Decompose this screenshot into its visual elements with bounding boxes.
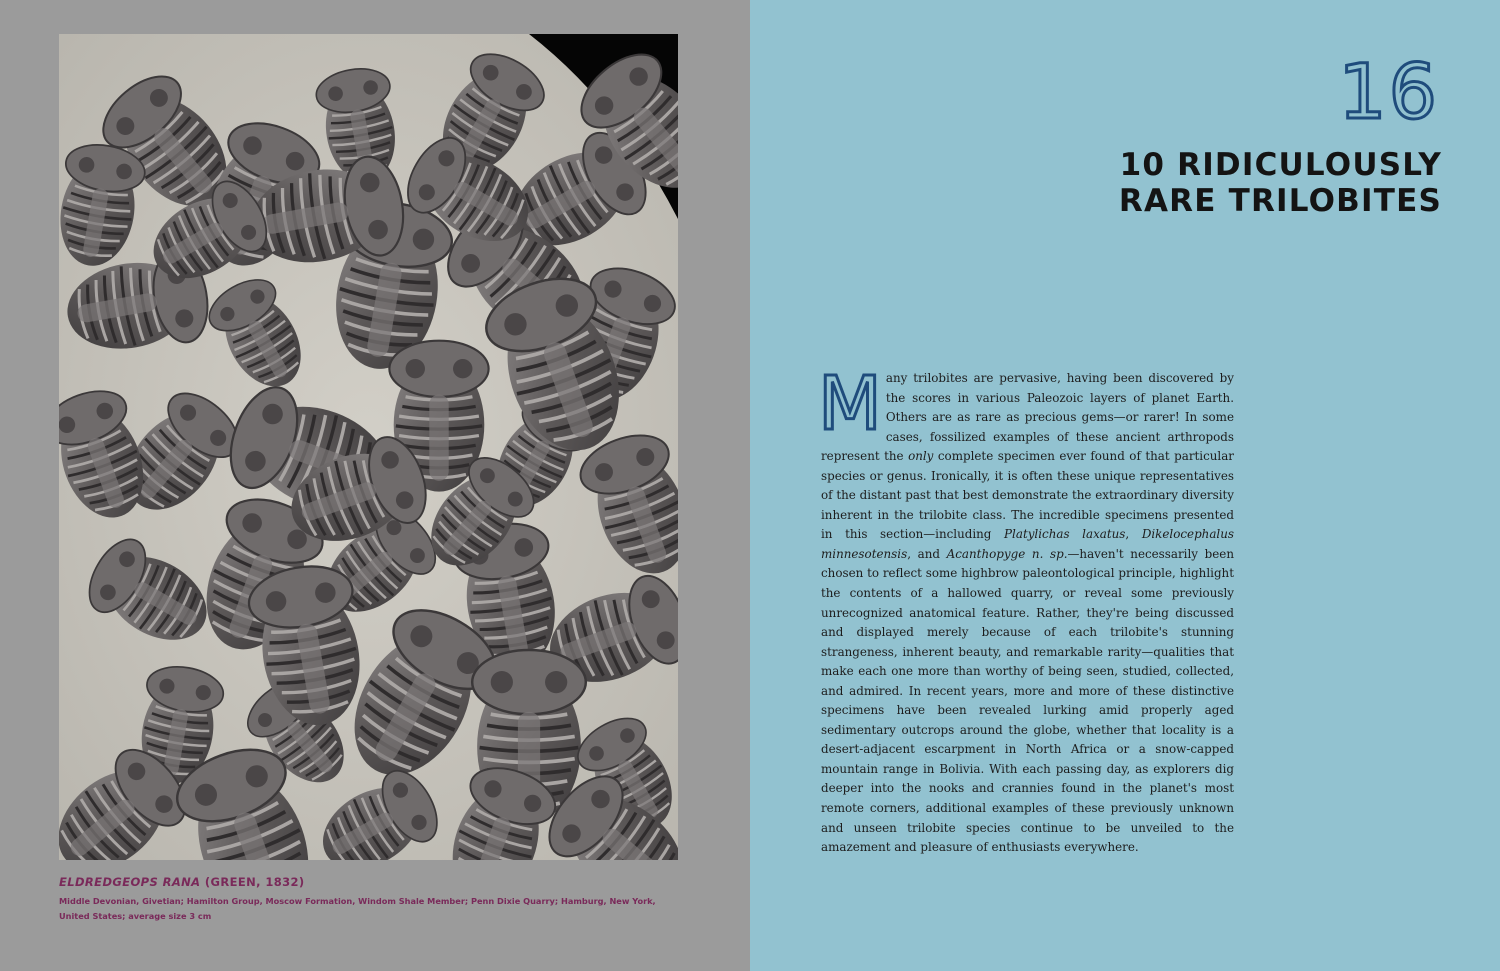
- species-dikelocephalus: Dikelocephalus minnesotensis: [821, 527, 1234, 561]
- caption-author: (GREEN, 1832): [204, 875, 305, 889]
- chapter-title: [1022, 147, 1442, 219]
- body-separator-1: ,: [1125, 527, 1142, 542]
- chapter-title-line-2: RARE TRILOBITES: [1118, 183, 1442, 219]
- body-text-2: complete specimen ever found of that particular species or genus. Ironically, it is often these unique representatives of the distant past that best demonstrate the extraordinary diversity inherent in the trilobite class. The incredible specimens presented in this section—including: [821, 449, 1234, 542]
- body-text-1: any trilobites are pervasive, having been discovered by the scores in various Paleozoic layers of planet Earth. Others are as rare as precious gems—or rarer! In some cases, fossilized examples of these ancient arthropods represent the: [821, 371, 1234, 464]
- caption-details: Middle Devonian, Givetian; Hamilton Group, Moscow Formation, Windom Shale Member; Penn Dixie Quarry; Hamburg, New York, United States; average size 3 cm: [59, 896, 656, 921]
- trilobite-fossil-photo: [59, 34, 678, 860]
- body-separator-2: , and: [907, 546, 947, 561]
- species-acanthopyge: Acanthopyge n. sp.: [946, 546, 1068, 561]
- caption-genus: ELDREDGEOPS RANA: [59, 875, 201, 889]
- body-emphasis-only: only: [908, 449, 934, 464]
- chapter-number: 16: [1338, 47, 1439, 136]
- chapter-title-line-1: 10 RIDICULOUSLY: [1119, 147, 1442, 183]
- caption-title: [59, 875, 305, 889]
- body-paragraph: [818, 361, 1234, 858]
- species-platylichas: Platylichas laxatus: [1004, 527, 1126, 542]
- trilobite-fossil-image: [59, 34, 678, 860]
- body-text-3: —haven't necessarily been chosen to reflect some highbrow paleontological principle, highlight the contents of a hallowed quarry, or reveal some previously unrecognized anatomical feature. Rather, they're being discussed and displayed merely because of each trilobite's stunning strangeness, inherent beauty, and remarkable rarity—qualities that make each one more than worthy of being seen, studied, collected, and admired. In recent years, more and more of these distinctive specimens have been revealed lurking amid properly aged sedimentary outcrops around the globe, whether that locality is a desert-adjacent escarpment in North Africa or a snow-capped mountain range in Bolivia. With each passing day, as explorers dig deeper into the nooks and crannies found in the planet's most remote corners, additional examples of these previously unknown and unseen trilobite species continue to be unveiled to the amazement and pleasure of enthusiasts everywhere.: [821, 546, 1234, 855]
- drop-cap: M: [818, 361, 882, 447]
